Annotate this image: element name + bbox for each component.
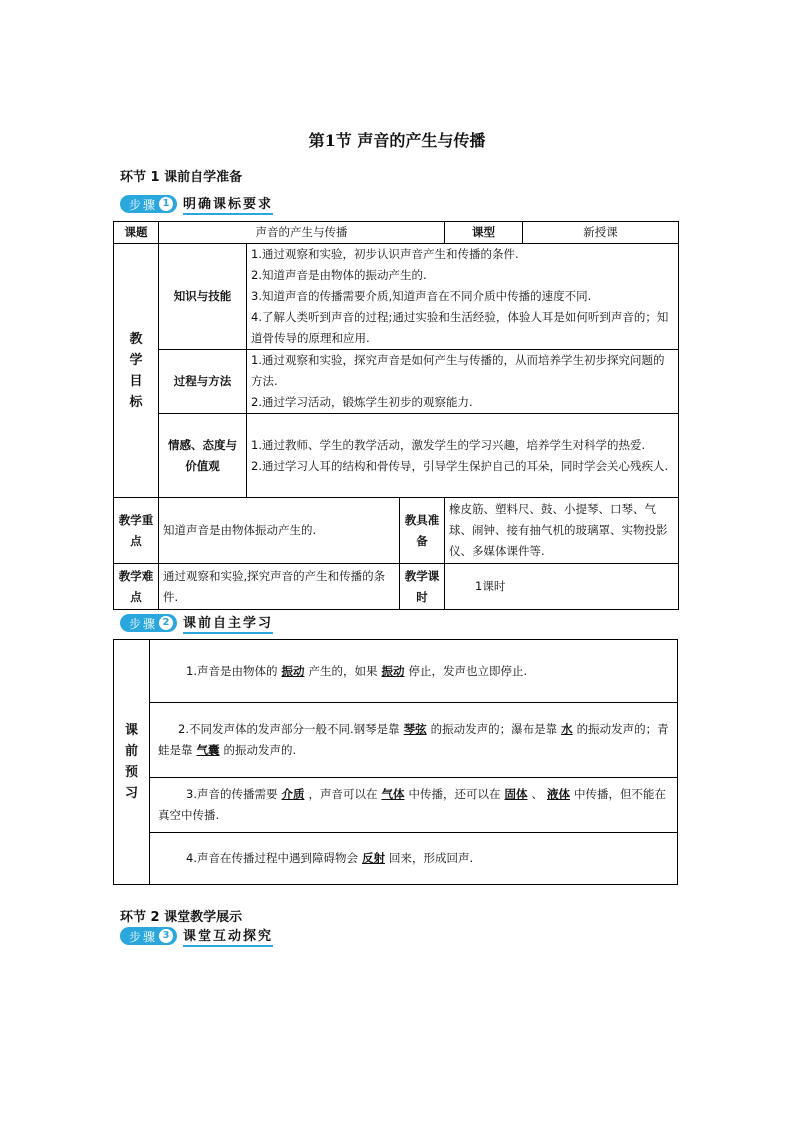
step-2-header xyxy=(120,614,273,632)
step-3-header xyxy=(120,927,273,945)
type-label: 课型 xyxy=(445,222,523,244)
page-title: 第1节 声音的产生与传播 xyxy=(308,131,486,150)
preview-q3: 3.声音的传播需要 介质 ，声音可以在 气体 中传播，还可以在 固体 、 液体 中传播，但不能在真空中传播. xyxy=(150,778,678,833)
goals-label: 教学目标 xyxy=(114,244,159,498)
knowledge-label: 知识与技能 xyxy=(159,244,247,350)
hours-label: 教学课时 xyxy=(400,564,445,610)
emotion-label: 情感、态度与价值观 xyxy=(159,414,247,498)
step-badge: 步骤 3 xyxy=(120,927,177,945)
difficulty-value: 通过观察和实验,探究声音的产生和传播的条件. xyxy=(159,564,400,610)
difficulty-label: 教学难点 xyxy=(114,564,159,610)
emotion-items: 1.通过教师、学生的教学活动，激发学生的学习兴趣，培养学生对科学的热爱. 2.通过学习人耳的结构和骨传导，引导学生保护自己的耳朵，同时学会关心残疾人. xyxy=(247,414,679,498)
preview-q1: 1.声音是由物体的 振动 产生的，如果 振动 停止，发声也立即停止. xyxy=(150,640,678,703)
preview-q4: 4.声音在传播过程中遇到障碍物会 反射 回来，形成回声. xyxy=(150,833,678,885)
preview-table xyxy=(113,639,678,885)
step-1-title: 明确课标要求 xyxy=(183,193,273,215)
topic-label: 课题 xyxy=(114,222,159,244)
topic-value: 声音的产生与传播 xyxy=(159,222,445,244)
tools-label: 教具准备 xyxy=(400,498,445,564)
key-label: 教学重点 xyxy=(114,498,159,564)
hours-value: 1课时 xyxy=(445,564,679,610)
type-value: 新授课 xyxy=(523,222,679,244)
step-badge: 步骤 2 xyxy=(120,614,177,632)
step-badge: 步骤 1 xyxy=(120,195,177,213)
key-value: 知道声音是由物体振动产生的. xyxy=(159,498,400,564)
course-standard-table xyxy=(113,221,679,610)
knowledge-items: 1.通过观察和实验，初步认识声音产生和传播的条件. 2.知道声音是由物体的振动产生的. 3.知道声音的传播需要介质,知道声音在不同介质中传播的速度不同. 4.了解人类听到声音的过程;通过实验和生活经验，体验人耳是如何听到声音的；知道骨传导的原理和应用. xyxy=(247,244,679,350)
step-2-title: 课前自主学习 xyxy=(183,612,273,634)
preview-q2: 2.不同发声体的发声部分一般不同.钢琴是靠 琴弦 的振动发声的；瀑布是靠 水 的振动发声的；青蛙是靠 气囊 的振动发声的. xyxy=(150,703,678,778)
preview-label: 课前预习 xyxy=(114,640,150,885)
process-label: 过程与方法 xyxy=(159,350,247,414)
section-heading-1: 环节 1 课前自学准备 xyxy=(120,170,243,185)
section-heading-2: 环节 2 课堂教学展示 xyxy=(120,910,243,925)
step-3-title: 课堂互动探究 xyxy=(183,925,273,947)
step-1-header xyxy=(120,195,273,213)
process-items: 1.通过观察和实验，探究声音是如何产生与传播的，从而培养学生初步探究问题的方法. 2.通过学习活动，锻炼学生初步的观察能力. xyxy=(247,350,679,414)
tools-value: 橡皮筋、塑料尺、鼓、小提琴、口琴、气球、闹钟、接有抽气机的玻璃罩、实物投影仪、多媒体课件等. xyxy=(445,498,679,564)
